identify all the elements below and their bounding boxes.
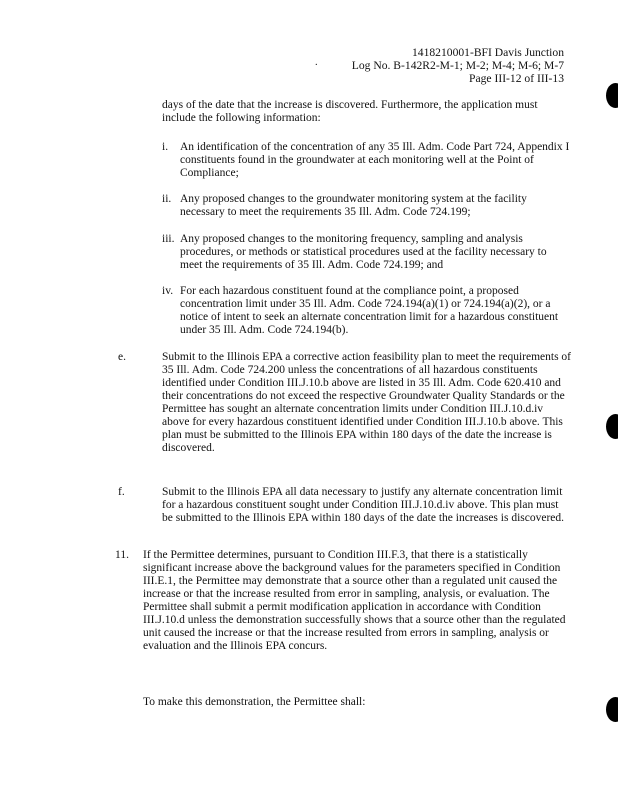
list-item-text: Any proposed changes to the monitoring frequency, sampling and analysis procedures, or methods or statistical procedures used at the facility necessary to meet the requirements of 35 Ill. Adm. Code 724.199; and [180, 233, 547, 271]
list-item-text: If the Permittee determines, pursuant to Condition III.F.3, that there is a statistically significant increase above the background values for the parameters specified in Condition III.E.1, the Permittee may demonstrate that a source other than a regulated unit caused the increase or that the increase resulted from error in sampling, analysis, or evaluation. The Permittee shall submit a permit modification application in accordance with Condition III.J.10.d unless the demonstration successfully shows that a source other than the regulated unit caused the increase or that the increase resulted from errors in sampling, analysis or evaluation and the Illinois EPA concurs. [143, 549, 566, 652]
list-item-f [118, 486, 572, 525]
list-item-number: iv. [162, 285, 174, 297]
list-item-ii [162, 193, 570, 219]
list-item-e [118, 351, 572, 455]
list-item-letter: f. [118, 486, 125, 498]
closing-paragraph: To make this demonstration, the Permittee shall: [143, 696, 366, 708]
list-item-text: Any proposed changes to the groundwater monitoring system at the facility necessary to meet the requirements 35 Ill. Adm. Code 724.199; [180, 193, 527, 218]
list-item-letter: e. [118, 351, 126, 363]
margin-mark: · [314, 60, 318, 71]
page-header [352, 46, 564, 85]
list-item-text: Submit to the Illinois EPA all data necessary to justify any alternate concentration limit for a hazardous constituent sought under Condition III.J.10.d.iv above. This plan must be submitted to the Illinois EPA within 180 days of the date the increases is discovered. [162, 486, 565, 524]
list-item-number: 11. [115, 549, 129, 561]
list-item-text: Submit to the Illinois EPA a corrective action feasibility plan to meet the requirements of 35 Ill. Adm. Code 724.200 unless the concentrations of all hazardous constituents identified under Condition III.J.10.b above are listed in 35 Ill. Adm. Code 620.410 and their concentrations do not exceed the respective Groundwater Quality Standards or the Permittee has sought an alternate concentration limits under Condition III.J.10.d.iv above for every hazardous constituent identified under Condition III.J.10.b above. This plan must be submitted to the Illinois EPA within 180 days of the date the increase is discovered. [162, 351, 572, 454]
list-item-number: i. [162, 141, 169, 153]
header-document-id: 1418210001-BFI Davis Junction [411, 46, 564, 59]
numbered-item-11 [115, 549, 573, 653]
list-item-iv [162, 285, 570, 337]
list-item-text: An identification of the concentration of any 35 Ill. Adm. Code Part 724, Appendix I constituents found in the groundwater at each monitoring well at the Point of Compliance; [180, 141, 570, 179]
list-item-iii [162, 233, 570, 272]
list-item-number: ii. [162, 193, 172, 205]
punch-hole-top [606, 83, 618, 108]
header-log-number: Log No. B-142R2-M-1; M-2; M-4; M-6; M-7 [351, 59, 564, 72]
header-page-number: Page III-12 of III-13 [469, 72, 564, 85]
list-item-i [162, 141, 570, 180]
punch-hole-bottom [606, 697, 618, 722]
list-item-number: iii. [162, 233, 175, 245]
list-item-text: For each hazardous constituent found at the compliance point, a proposed concentration limit under 35 Ill. Adm. Code 724.194(a)(1) or 724.194(a)(2), or a notice of intent to seek an alternate concentration limit for a hazardous constituent under 35 Ill. Adm. Code 724.194(b). [180, 285, 559, 336]
lead-paragraph: days of the date that the increase is discovered. Furthermore, the application must include the following information: [162, 99, 538, 124]
punch-hole-middle [606, 414, 618, 439]
